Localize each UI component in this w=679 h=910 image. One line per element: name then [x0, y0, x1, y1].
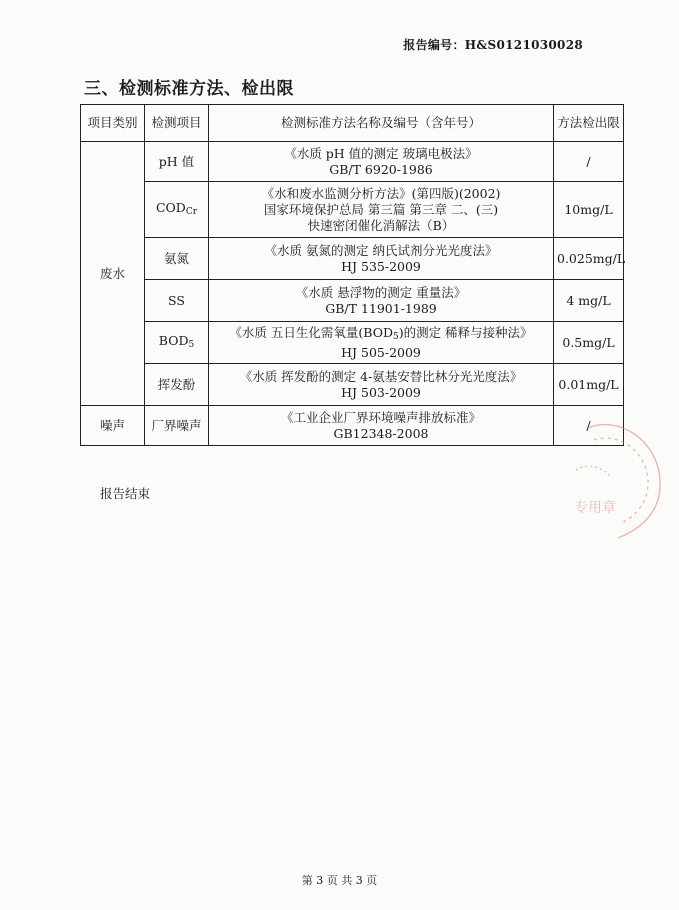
method-line: 《水质 氨氮的测定 纳氏试剂分光光度法》 [264, 242, 498, 258]
section-title: 三、检测标准方法、检出限 [84, 79, 294, 99]
method-line: 《工业企业厂界环境噪声排放标准》 [280, 409, 481, 425]
method-line: 《水质 挥发酚的测定 4-氨基安替比林分光光度法》 [239, 368, 523, 384]
table-row [81, 238, 624, 280]
report-number: 报告编号：H&S0121030028 [403, 38, 583, 52]
method-line: HJ 503-2009 [341, 384, 421, 400]
seal-text: 专用章 [574, 500, 616, 516]
method-line: HJ 505-2009 [341, 344, 421, 360]
method-line: 《水和废水监测分析方法》(第四版)(2002) [261, 185, 501, 201]
item-phenol: 挥发酚 [145, 364, 209, 406]
method-ss [209, 280, 554, 322]
table-row [81, 280, 624, 322]
method-line: 快速密闭催化消解法（B） [307, 217, 455, 233]
header-item: 检测项目 [145, 105, 209, 142]
item-ammonia: 氨氮 [145, 238, 209, 280]
limit-noise: / [554, 406, 624, 446]
method-phenol [209, 364, 554, 406]
item-ph: pH 值 [145, 142, 209, 182]
limit-phenol: 0.01mg/L [554, 364, 624, 406]
limit-bod: 0.5mg/L [554, 322, 624, 364]
item-boundary-noise: 厂界噪声 [145, 406, 209, 446]
method-ammonia [209, 238, 554, 280]
header-limit: 方法检出限 [554, 105, 624, 142]
method-line: HJ 535-2009 [341, 258, 421, 274]
header-category: 项目类别 [81, 105, 145, 142]
category-waste-water: 废水 [81, 142, 145, 406]
limit-ss: 4 mg/L [554, 280, 624, 322]
item-cod: $COD_{Cr}$ [145, 182, 209, 238]
table-row [81, 406, 624, 446]
method-bod [209, 322, 554, 364]
method-line: 《水质 pH 值的测定 玻璃电极法》 [284, 145, 478, 161]
method-noise [209, 406, 554, 446]
method-line: GB/T 6920-1986 [329, 161, 433, 177]
method-line: GB12348-2008 [333, 425, 429, 441]
table-row [81, 182, 624, 238]
page-number: 第 3 页 共 3 页 [301, 874, 378, 887]
standards-table [80, 104, 624, 446]
table-header-row [81, 105, 624, 142]
item-bod: $BOD_5$ [145, 322, 209, 364]
limit-ammonia: 0.025mg/L [554, 238, 624, 280]
seal-stamp [548, 410, 668, 550]
category-noise: 噪声 [81, 406, 145, 446]
method-line: GB/T 11901-1989 [325, 300, 437, 316]
method-ph [209, 142, 554, 182]
method-cod [209, 182, 554, 238]
header-method: 检测标准方法名称及编号（含年号） [209, 105, 554, 142]
limit-cod: 10mg/L [554, 182, 624, 238]
method-line: 《水质 悬浮物的测定 重量法》 [295, 284, 467, 300]
method-line: 《水质 五日生化需氧量$(BOD_5)$的测定 稀释与接种法》 [229, 324, 533, 342]
item-ss: SS [145, 280, 209, 322]
report-end-note: 报告结束 [100, 486, 151, 501]
table-row [81, 364, 624, 406]
method-line: 国家环境保护总局 第三篇 第三章 二、(三) [263, 201, 499, 217]
table-row [81, 322, 624, 364]
limit-ph: / [554, 142, 624, 182]
table-row [81, 142, 624, 182]
